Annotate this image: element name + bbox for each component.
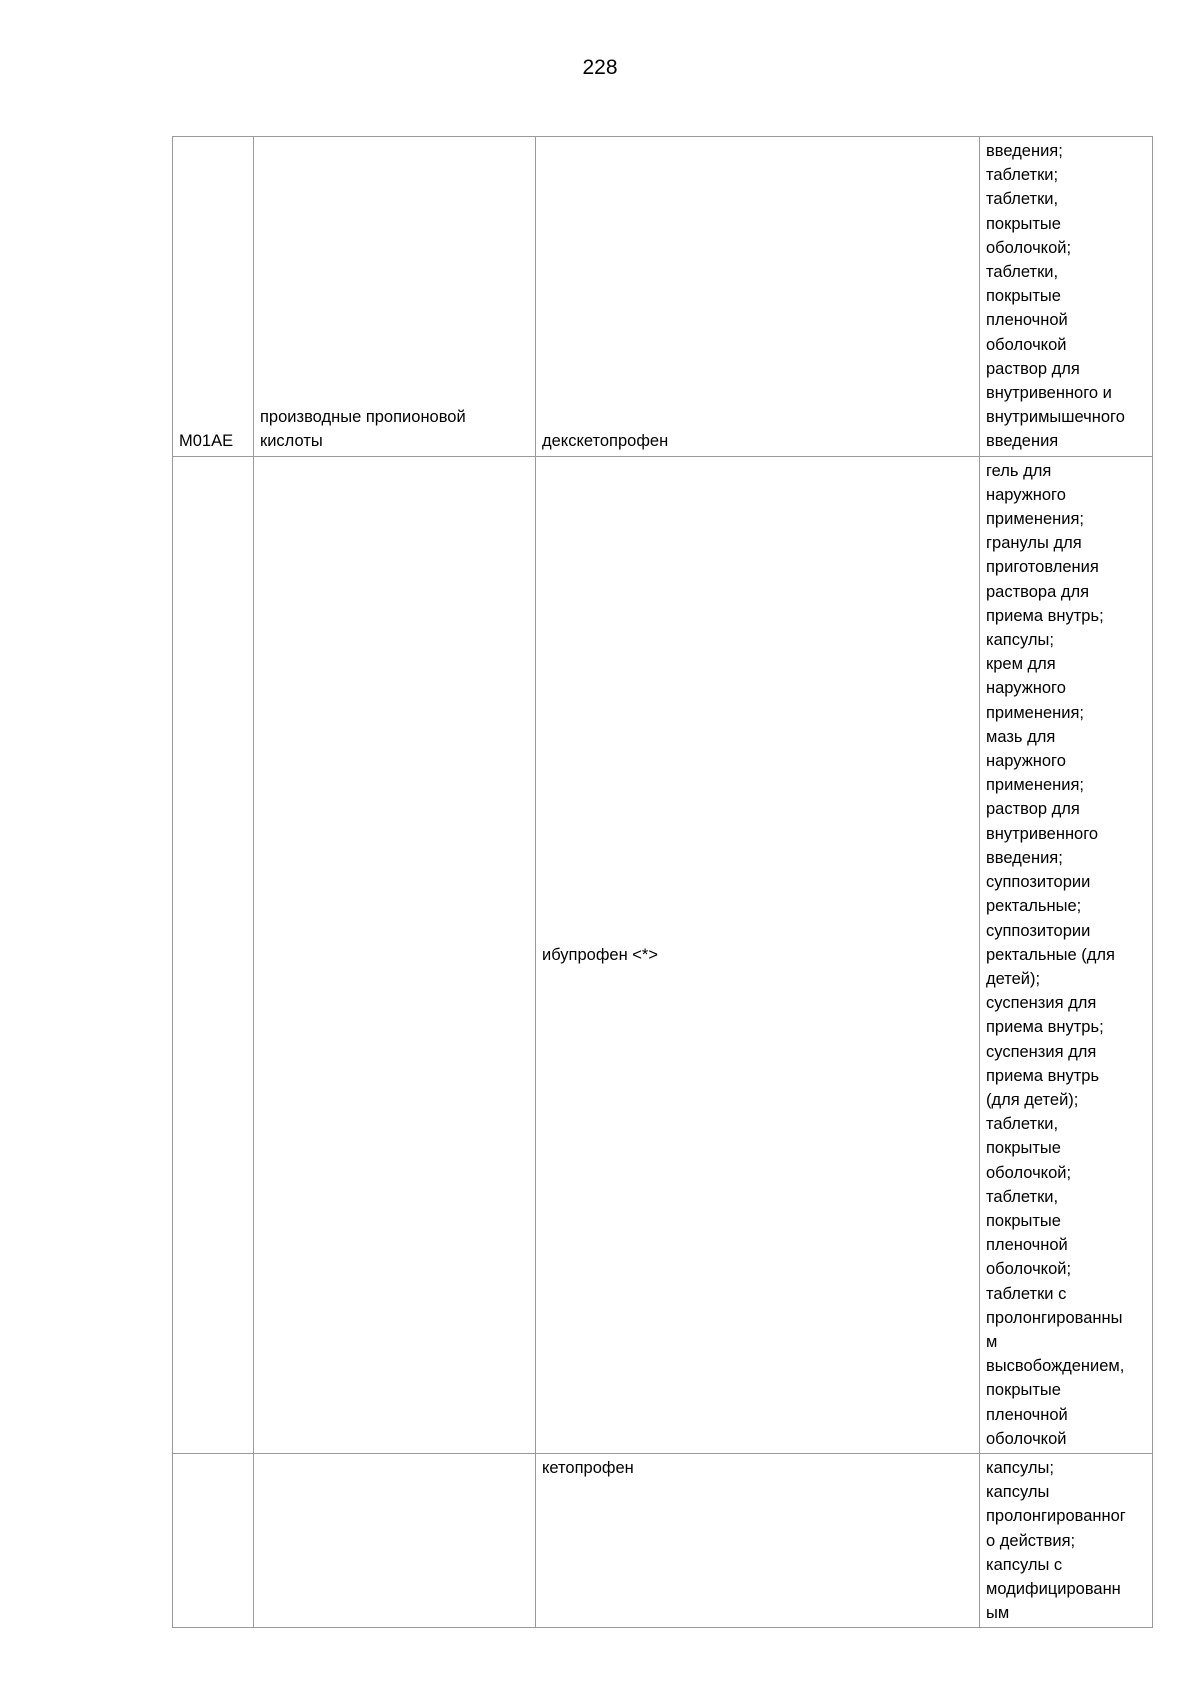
dosage-form-line: пролонгированног: [986, 1507, 1126, 1526]
dosage-form-line: суппозитории: [986, 873, 1091, 892]
dosage-form-line: суспензия для: [986, 1042, 1097, 1061]
dosage-form-line: ректальные;: [986, 897, 1082, 916]
dosage-form-line: капсулы: [986, 1483, 1050, 1502]
atc-code-cell: [173, 137, 254, 457]
dosage-form-line: суппозитории: [986, 921, 1091, 940]
dosage-form-line: приема внутрь;: [986, 1018, 1104, 1037]
dosage-form-line: ректальные (для: [986, 945, 1115, 964]
dosage-form-line: мазь для: [986, 727, 1056, 746]
dosage-form-line: внутримышечного: [986, 408, 1125, 427]
dosage-form-line: модифицированн: [986, 1579, 1121, 1598]
dosage-form-line: раствор для: [986, 359, 1080, 378]
dosage-form-line: применения;: [986, 703, 1084, 722]
forms-list: [986, 459, 1146, 1451]
dosage-form-line: капсулы;: [986, 631, 1054, 650]
dosage-form-line: внутривенного и: [986, 384, 1112, 403]
dosage-form-line: введения: [986, 432, 1059, 451]
dosage-form-line: м: [986, 1332, 998, 1351]
dosage-form-line: таблетки с: [986, 1284, 1067, 1303]
forms-cell: [980, 1453, 1153, 1627]
dosage-form-line: таблетки,: [986, 190, 1059, 209]
group-name: производные пропионовой кислоты: [260, 408, 466, 451]
page-number: 228: [582, 56, 618, 79]
drug-name: кетопрофен: [542, 1458, 634, 1477]
table-row: [173, 456, 1153, 1453]
dosage-form-line: оболочкой;: [986, 1260, 1072, 1279]
dosage-form-line: приема внутрь;: [986, 606, 1104, 625]
forms-list: [986, 1456, 1146, 1625]
dosage-form-line: введения;: [986, 142, 1063, 160]
drug-cell: [536, 456, 980, 1453]
drug-cell: [536, 1453, 980, 1627]
forms-list: [986, 357, 1146, 454]
dosage-form-line: высвобождением,: [986, 1357, 1125, 1376]
dosage-form-line: о действия;: [986, 1531, 1076, 1550]
dosage-form-line: покрытые: [986, 1139, 1061, 1158]
dosage-form-line: внутривенного: [986, 824, 1099, 843]
dosage-form-line: таблетки,: [986, 1115, 1059, 1134]
dosage-form-line: наружного: [986, 752, 1066, 771]
drug-name: ибупрофен <*>: [542, 945, 658, 964]
dosage-form-line: применения;: [986, 510, 1084, 529]
dosage-form-line: покрытые: [986, 1211, 1061, 1230]
dosage-form-line: пленочной: [986, 311, 1068, 330]
dosage-form-line: таблетки;: [986, 166, 1059, 185]
dosage-form-line: раствор для: [986, 800, 1080, 819]
dosage-form-line: детей);: [986, 969, 1041, 988]
dosage-form-line: покрытые: [986, 1381, 1061, 1400]
forms-cell: [980, 456, 1153, 1453]
dosage-form-line: таблетки,: [986, 263, 1059, 282]
dosage-form-line: таблетки,: [986, 1187, 1059, 1206]
dosage-form-line: приема внутрь: [986, 1066, 1100, 1085]
dosage-form-line: пролонгированны: [986, 1308, 1123, 1327]
dosage-form-line: наружного: [986, 679, 1066, 698]
dosage-form-line: оболочкой: [986, 1429, 1067, 1448]
dosage-form-line: оболочкой: [986, 335, 1067, 354]
dosage-form-line: покрытые: [986, 287, 1061, 306]
dosage-form-line: оболочкой;: [986, 238, 1072, 257]
atc-code: M01AE: [179, 432, 234, 451]
dosage-form-line: крем для: [986, 655, 1056, 674]
dosage-form-line: оболочкой;: [986, 1163, 1072, 1182]
dosage-form-line: пленочной: [986, 1405, 1068, 1424]
forms-cell: [980, 357, 1153, 456]
group-cell: [254, 1453, 536, 1627]
group-cell: [254, 456, 536, 1453]
group-cell: [254, 137, 536, 457]
dosage-form-line: гранулы для: [986, 534, 1082, 553]
dosage-form-line: капсулы с: [986, 1555, 1063, 1574]
table-row: [173, 1453, 1153, 1627]
drug-cell: [536, 137, 980, 457]
dosage-form-line: гель для: [986, 461, 1052, 480]
dosage-form-line: ым: [986, 1604, 1010, 1623]
forms-list: [986, 139, 1146, 357]
drug-name: декскетопрофен: [542, 432, 669, 451]
dosage-form-line: суспензия для: [986, 994, 1097, 1013]
atc-code-cell: [173, 1453, 254, 1627]
atc-code-cell: [173, 456, 254, 1453]
dosage-form-line: (для детей);: [986, 1090, 1079, 1109]
dosage-form-line: покрытые: [986, 214, 1061, 233]
dosage-form-line: раствора для: [986, 582, 1090, 601]
dosage-form-line: введения;: [986, 848, 1063, 867]
drug-table: [172, 136, 1153, 1628]
dosage-form-line: пленочной: [986, 1236, 1068, 1255]
table-row: [173, 137, 1153, 357]
dosage-form-line: применения;: [986, 776, 1084, 795]
dosage-form-line: капсулы;: [986, 1458, 1054, 1477]
dosage-form-line: приготовления: [986, 558, 1099, 577]
dosage-form-line: наружного: [986, 485, 1066, 504]
forms-cell: [980, 137, 1153, 357]
